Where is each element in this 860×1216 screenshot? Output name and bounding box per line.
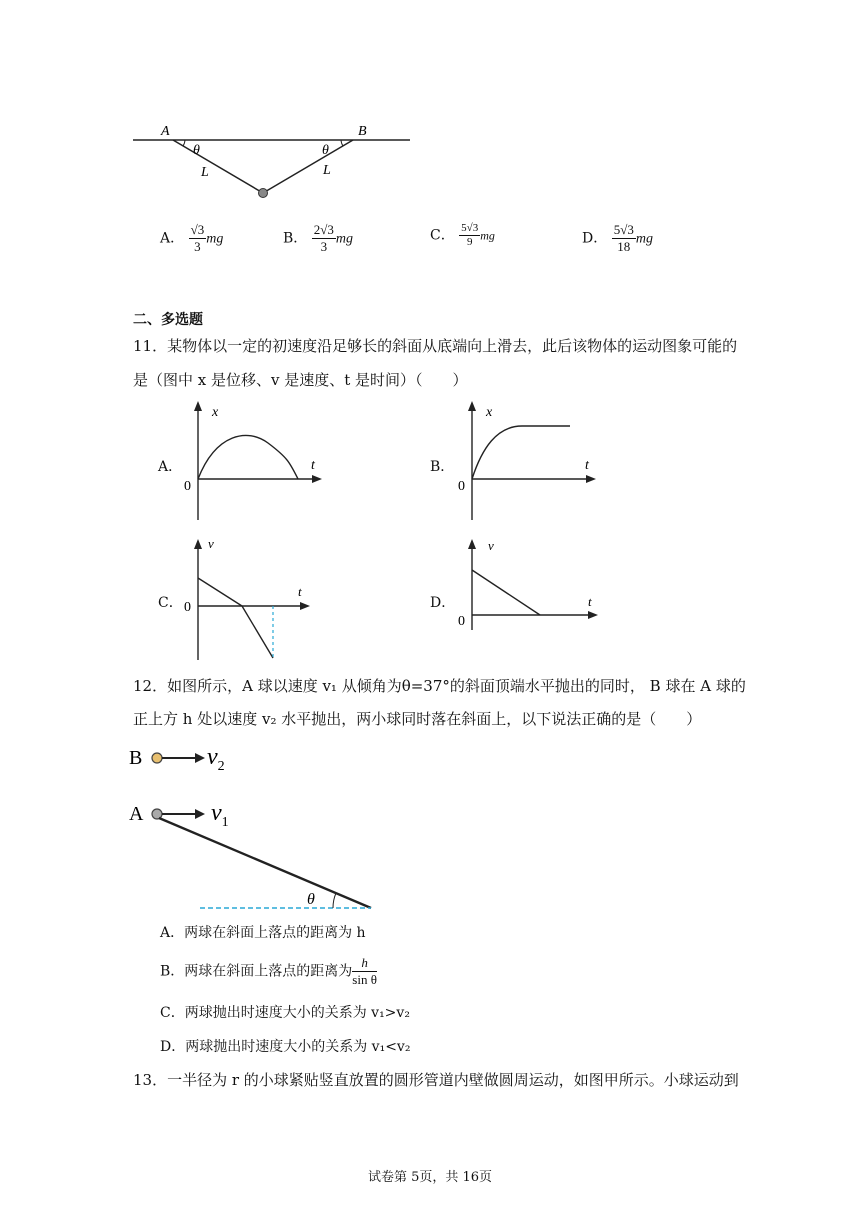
y-axis-arrow bbox=[468, 401, 476, 411]
option-fraction: $\frac{√3}{3}$ bbox=[190, 222, 205, 254]
rope-right bbox=[263, 140, 353, 193]
ball bbox=[259, 189, 268, 198]
x-label: t bbox=[585, 458, 589, 473]
y-label: v bbox=[488, 538, 494, 553]
option-fraction: $\frac{5√3}{18}$ bbox=[613, 222, 634, 254]
y-axis-arrow bbox=[194, 401, 202, 411]
q11-graph-b bbox=[452, 398, 602, 523]
option-fraction: $\frac{5√3}{9}$ bbox=[461, 222, 479, 248]
theta-label: θ bbox=[307, 891, 315, 908]
incline bbox=[159, 818, 371, 908]
velocity-label-a bbox=[211, 800, 229, 830]
ball-b-label: B bbox=[129, 747, 143, 769]
angle-arc-right bbox=[341, 140, 343, 146]
angle-arc-left bbox=[183, 140, 185, 146]
label-b: B bbox=[358, 124, 367, 139]
q10-option-d: D． $\frac{5√3}{18}$ mg bbox=[582, 222, 653, 254]
x-axis-arrow bbox=[300, 602, 310, 610]
q11-graph-c bbox=[178, 534, 318, 664]
q11-option-d-letter: D． bbox=[430, 595, 456, 611]
subscript: 2 bbox=[217, 759, 225, 774]
q10-option-c: C． $\frac{5√3}{9}$ mg bbox=[430, 222, 495, 248]
x-axis-arrow bbox=[588, 611, 598, 619]
theta-left: θ bbox=[193, 143, 200, 158]
theta-right: θ bbox=[322, 143, 329, 158]
origin-label: 0 bbox=[184, 479, 191, 494]
velocity-arrowhead-b bbox=[195, 753, 205, 763]
y-label: x bbox=[212, 405, 219, 420]
section-title: 二、多选题 bbox=[133, 312, 203, 328]
x-label: t bbox=[588, 594, 592, 609]
x-label: t bbox=[311, 458, 315, 473]
q11-stem-line2: 是（图中 x 是位移、v 是速度、t 是时间）（ ） bbox=[133, 371, 468, 389]
ball-a-label: A bbox=[129, 803, 144, 825]
subscript: 1 bbox=[221, 815, 229, 830]
curve bbox=[198, 435, 298, 479]
q12-option-b bbox=[160, 955, 377, 989]
option-letter: D． bbox=[582, 230, 608, 247]
y-label: v bbox=[208, 536, 214, 551]
q12-stem-line2: 正上方 h 处以速度 v₂ 水平抛出，两小球同时落在斜面上，以下说法正确的是（ ） bbox=[133, 710, 702, 728]
q12-option-a: A．两球在斜面上落点的距离为 h bbox=[160, 925, 366, 941]
curve bbox=[472, 426, 570, 479]
v-symbol: v bbox=[207, 744, 218, 770]
length-right: L bbox=[323, 163, 331, 178]
origin-label: 0 bbox=[458, 479, 465, 494]
option-text: B．两球在斜面上落点的距离为 bbox=[160, 963, 353, 980]
page-footer: 试卷第 5页，共 16页 bbox=[367, 1170, 493, 1185]
option-letter: C． bbox=[430, 227, 455, 244]
option-fraction: $\frac{h}{\text{sin θ}}$ bbox=[352, 955, 377, 987]
velocity-line-up bbox=[198, 578, 242, 606]
q11-stem-line1: 11．某物体以一定的初速度沿足够长的斜面从底端向上滑去，此后该物体的运动图象可能的 bbox=[133, 337, 738, 355]
option-letter: A． bbox=[160, 230, 185, 247]
q12-option-d: D．两球抛出时速度大小的关系为 v₁<v₂ bbox=[160, 1039, 411, 1055]
q11-graph-a bbox=[178, 398, 328, 523]
length-left: L bbox=[201, 165, 209, 180]
q12-figure bbox=[125, 738, 385, 916]
x-axis-arrow bbox=[312, 475, 322, 483]
label-a: A bbox=[161, 124, 170, 139]
rope-left bbox=[173, 140, 263, 193]
x-label: t bbox=[298, 584, 302, 599]
y-axis-arrow bbox=[194, 539, 202, 549]
origin-label: 0 bbox=[458, 614, 465, 629]
q13-stem-line1: 13．一半径为 r 的小球紧贴竖直放置的圆形管道内壁做圆周运动，如图甲所示。小球运动到 bbox=[133, 1071, 739, 1089]
velocity-line-down bbox=[242, 606, 273, 658]
q12-stem-line1: 12．如图所示，A 球以速度 v₁ 从倾角为θ=37°的斜面顶端水平抛出的同时， B 球在 A 球的 bbox=[133, 677, 746, 695]
origin-label: 0 bbox=[184, 600, 191, 615]
angle-arc bbox=[333, 893, 336, 908]
q10-option-a: A． $\frac{√3}{3}$ mg bbox=[160, 222, 224, 254]
option-letter: B． bbox=[283, 230, 308, 247]
option-fraction: $\frac{2√3}{3}$ bbox=[313, 222, 334, 254]
q11-graph-d bbox=[452, 534, 602, 634]
ball-b bbox=[152, 753, 162, 763]
velocity-arrowhead-a bbox=[195, 809, 205, 819]
q12-option-c: C．两球抛出时速度大小的关系为 v₁>v₂ bbox=[160, 1005, 410, 1021]
y-label: x bbox=[486, 405, 493, 420]
y-axis-arrow bbox=[468, 539, 476, 549]
velocity-label-b bbox=[207, 744, 225, 774]
x-axis-arrow bbox=[586, 475, 596, 483]
q10-option-b: B． $\frac{2√3}{3}$ mg bbox=[283, 222, 354, 254]
v-symbol: v bbox=[211, 800, 222, 826]
q11-option-c-letter: C． bbox=[158, 595, 183, 611]
velocity-line bbox=[472, 570, 540, 615]
q11-option-a-letter: A． bbox=[158, 459, 183, 475]
q10-figure bbox=[125, 118, 425, 208]
q11-option-b-letter: B． bbox=[430, 459, 455, 475]
